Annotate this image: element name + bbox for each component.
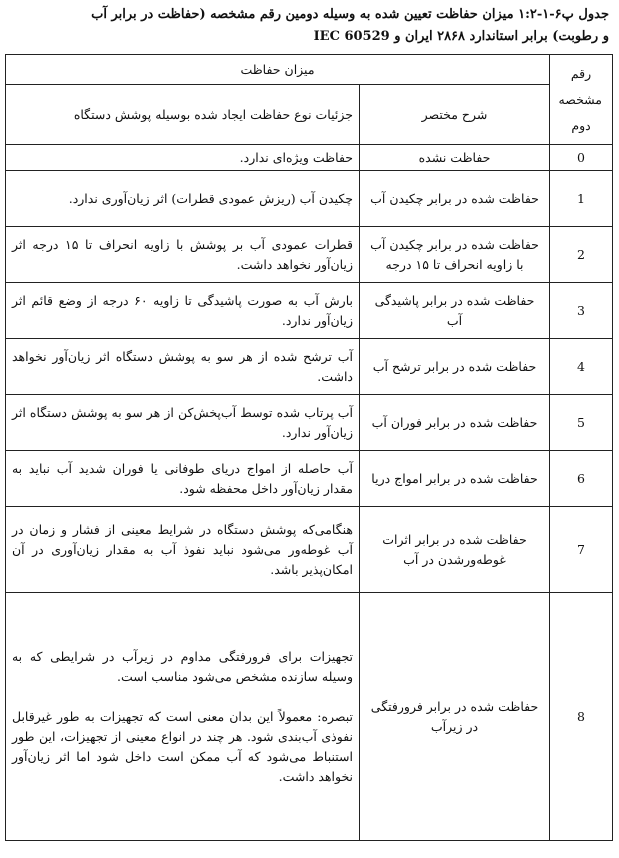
- row-details: حفاظت ویژه‌ای ندارد.: [5, 145, 359, 171]
- caption-line-1: جدول پ۶-۱-۱:۲ میزان حفاظت تعیین شده به وسیله دومین رقم مشخصه (حفاظت در برابر آب: [91, 7, 609, 22]
- row-details: آب حاصله از امواج دریای طوفانی یا فوران شدید آب نباید به مقدار زیان‌آور داخل محفظه شود.: [5, 451, 359, 507]
- table-row: [5, 227, 612, 283]
- row-details: بارش آب به صورت پاشیدگی تا زاویه ۶۰ درجه از وضع قائم اثر زیان‌آور ندارد.: [5, 283, 359, 339]
- row-digit: 6: [550, 451, 613, 507]
- row-digit: 5: [550, 395, 613, 451]
- table-row: [5, 451, 612, 507]
- caption-line-2: و رطوبت) برابر استاندارد ۲۸۶۸ ایران و IEC 60529: [313, 29, 609, 44]
- row-details: آب ترشح شده از هر سو به پوشش دستگاه اثر زیان‌آور نخواهد داشت.: [5, 339, 359, 395]
- row-short: حفاظت شده در برابر ترشح آب: [360, 339, 550, 395]
- protection-table: [5, 54, 613, 841]
- table-caption: [10, 4, 609, 48]
- header-row-2: [5, 85, 612, 145]
- row-details: چکیدن آب (ریزش عمودی قطرات) اثر زیان‌آوری ندارد.: [5, 171, 359, 227]
- row-short: حفاظت شده در برابر فرورفتگی در زیرآب: [360, 593, 550, 841]
- row-short: حفاظت شده در برابر اثرات غوطه‌ورشدن در آب: [360, 507, 550, 593]
- row-digit: 4: [550, 339, 613, 395]
- details-paragraph: تجهیزات برای فرورفتگی مداوم در زیرآب در شرایطی که به وسیله سازنده مشخص می‌شود مناسب است.: [11, 648, 353, 684]
- table-row: [5, 507, 612, 593]
- header-digit: رقم مشخصه دوم: [550, 55, 613, 145]
- row-details: هنگامی‌که پوشش دستگاه در شرایط معینی از فشار و زمان در آب غوطه‌ور می‌شود نباید نفوذ آب به مقدار زیان‌آوری در آن امکان‌پذیر باشد.: [5, 507, 359, 593]
- header-short: شرح مختصر: [360, 85, 550, 145]
- row-digit: 3: [550, 283, 613, 339]
- row-digit: 8: [550, 593, 613, 841]
- row-details: [5, 593, 359, 841]
- table-row: [5, 339, 612, 395]
- row-short: حفاظت شده در برابر فوران آب: [360, 395, 550, 451]
- row-short: حفاظت شده در برابر چکیدن آب: [360, 171, 550, 227]
- details-note: تبصره: معمولاً این بدان معنی است که تجهیزات به طور غیرقابل نفوذی آب‌بندی شود. هر چند در انواع معینی از تجهیزات، این طور استنباط می‌شود که آب ممکن است داخل شود اما اثر زیان‌آور نخواهد داشت.: [11, 708, 353, 784]
- header-row-1: [5, 55, 612, 85]
- row-short: حفاظت شده در برابر امواج دریا: [360, 451, 550, 507]
- row-details: آب پرتاب شده توسط آب‌پخش‌کن از هر سو به پوشش دستگاه اثر زیان‌آور ندارد.: [5, 395, 359, 451]
- row-digit: 2: [550, 227, 613, 283]
- table-row: [5, 171, 612, 227]
- header-details: جزئیات نوع حفاظت ایجاد شده بوسیله پوشش دستگاه: [5, 85, 359, 145]
- row-digit: 7: [550, 507, 613, 593]
- row-short: حفاظت شده در برابر چکیدن آب با زاویه انحراف تا ۱۵ درجه: [360, 227, 550, 283]
- table-row: [5, 283, 612, 339]
- table-row: [5, 593, 612, 841]
- row-digit: 0: [550, 145, 613, 171]
- table-row: [5, 145, 612, 171]
- header-protection: میزان حفاظت: [5, 55, 549, 85]
- row-digit: 1: [550, 171, 613, 227]
- row-details: قطرات عمودی آب بر پوشش با زاویه انحراف تا ۱۵ درجه اثر زیان‌آور نخواهد داشت.: [5, 227, 359, 283]
- row-short: حفاظت نشده: [360, 145, 550, 171]
- row-short: حفاظت شده در برابر پاشیدگی آب: [360, 283, 550, 339]
- table-row: [5, 395, 612, 451]
